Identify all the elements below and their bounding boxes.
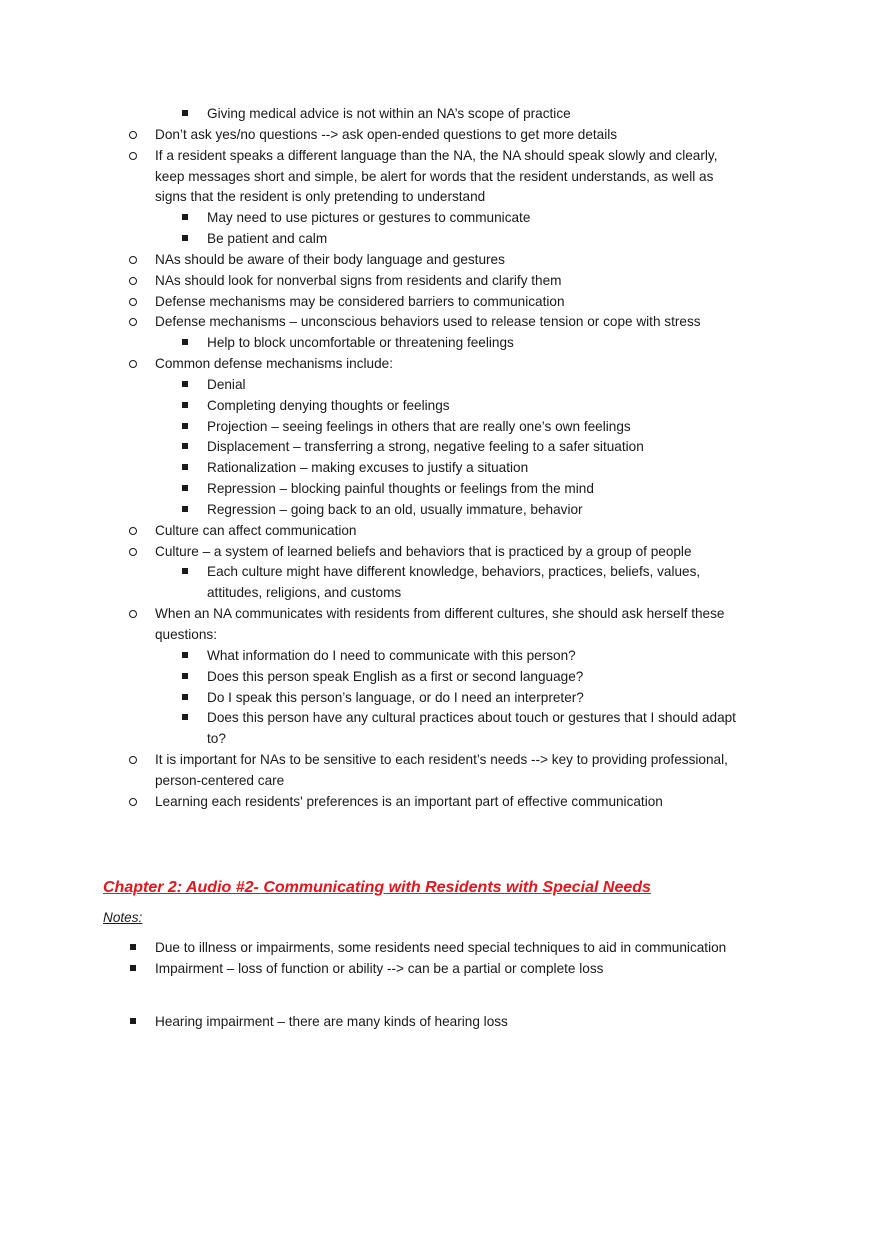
square-bullet-icon: [182, 235, 188, 241]
square-bullet-icon: [182, 402, 188, 408]
hollow-bullet-icon: [129, 527, 137, 535]
sub-list-item: May need to use pictures or gestures to communicate: [207, 210, 531, 226]
square-bullet-icon: [130, 1018, 136, 1024]
hollow-bullet-icon: [129, 610, 137, 618]
square-bullet-icon: [182, 694, 188, 700]
square-bullet-icon: [182, 423, 188, 429]
hollow-bullet-icon: [129, 756, 137, 764]
list-item: Culture – a system of learned beliefs and behaviors that is practiced by a group of people: [155, 543, 692, 559]
list-item: If a resident speaks a different language than the NA, the NA should speak slowly and clearly,: [155, 147, 718, 163]
square-bullet-icon: [182, 652, 188, 658]
square-bullet-icon: [182, 464, 188, 470]
hollow-bullet-icon: [129, 131, 137, 139]
list-item: Due to illness or impairments, some residents need special techniques to aid in communication: [155, 940, 727, 955]
section-heading: Chapter 2: Audio #2- Communicating with Residents with Special Needs: [103, 879, 651, 896]
square-bullet-icon: [182, 506, 188, 512]
list-item: Culture can affect communication: [155, 522, 357, 538]
list-item: Defense mechanisms – unconscious behaviors used to release tension or cope with stress: [155, 314, 701, 330]
sub-list-item: Completing denying thoughts or feelings: [207, 397, 450, 413]
list-item: Defense mechanisms may be considered barriers to communication: [155, 293, 565, 309]
square-bullet-icon: [182, 110, 188, 116]
sub-list-item: Does this person speak English as a first or second language?: [207, 668, 584, 684]
sub-list-item: attitudes, religions, and customs: [207, 585, 402, 601]
square-bullet-icon: [130, 944, 136, 950]
hollow-bullet-icon: [129, 548, 137, 556]
list-item: Don’t ask yes/no questions --> ask open-ended questions to get more details: [155, 126, 618, 142]
list-item: person-centered care: [155, 772, 285, 788]
sub-list-item: Be patient and calm: [207, 231, 328, 247]
square-bullet-icon: [182, 381, 188, 387]
sub-list-item: Displacement – transferring a strong, negative feeling to a safer situation: [207, 439, 644, 455]
square-bullet-icon: [182, 339, 188, 345]
notes-label: Notes:: [103, 910, 143, 925]
square-bullet-icon: [182, 673, 188, 679]
sub-list-item: to?: [207, 731, 226, 747]
sub-list-item: Rationalization – making excuses to justify a situation: [207, 460, 529, 476]
list-item: Impairment – loss of function or ability --> can be a partial or complete loss: [155, 961, 604, 976]
sub-list-item: What information do I need to communicate with this person?: [207, 647, 576, 663]
sub-list-item: Regression – going back to an old, usually immature, behavior: [207, 501, 583, 517]
hollow-bullet-icon: [129, 798, 137, 806]
list-item: signs that the resident is only pretending to understand: [155, 189, 486, 205]
list-item: It is important for NAs to be sensitive to each resident’s needs --> key to providing professional,: [155, 752, 728, 768]
list-item: NAs should be aware of their body language and gestures: [155, 251, 505, 267]
square-bullet-icon: [182, 214, 188, 220]
list-item: Hearing impairment – there are many kinds of hearing loss: [155, 1014, 508, 1029]
sub-list-item: Denial: [207, 376, 246, 392]
list-item: Learning each residents' preferences is an important part of effective communication: [155, 793, 663, 809]
square-bullet-icon: [182, 568, 188, 574]
hollow-bullet-icon: [129, 277, 137, 285]
square-bullet-icon: [182, 485, 188, 491]
hollow-bullet-icon: [129, 360, 137, 368]
sub-list-item: Projection – seeing feelings in others that are really one’s own feelings: [207, 418, 631, 434]
sub-list-item: Help to block uncomfortable or threatening feelings: [207, 335, 514, 351]
list-item: When an NA communicates with residents from different cultures, she should ask herself these: [155, 606, 725, 622]
sub-list-item: Each culture might have different knowledge, behaviors, practices, beliefs, values,: [207, 564, 701, 580]
sub-list-item: Does this person have any cultural practices about touch or gestures that I should adapt: [207, 710, 736, 726]
square-bullet-icon: [182, 443, 188, 449]
hollow-bullet-icon: [129, 318, 137, 326]
sub-list-item: Giving medical advice is not within an NA’s scope of practice: [207, 106, 571, 121]
sub-list-item: Repression – blocking painful thoughts or feelings from the mind: [207, 481, 594, 497]
hollow-bullet-icon: [129, 298, 137, 306]
list-item: keep messages short and simple, be alert for words that the resident understands, as well as: [155, 168, 714, 184]
square-bullet-icon: [130, 965, 136, 971]
list-item: Common defense mechanisms include:: [155, 356, 394, 372]
square-bullet-icon: [182, 714, 188, 720]
hollow-bullet-icon: [129, 152, 137, 160]
hollow-bullet-icon: [129, 256, 137, 264]
list-item: NAs should look for nonverbal signs from residents and clarify them: [155, 272, 562, 288]
list-item: questions:: [155, 627, 217, 642]
sub-list-item: Do I speak this person’s language, or do I need an interpreter?: [207, 689, 584, 705]
